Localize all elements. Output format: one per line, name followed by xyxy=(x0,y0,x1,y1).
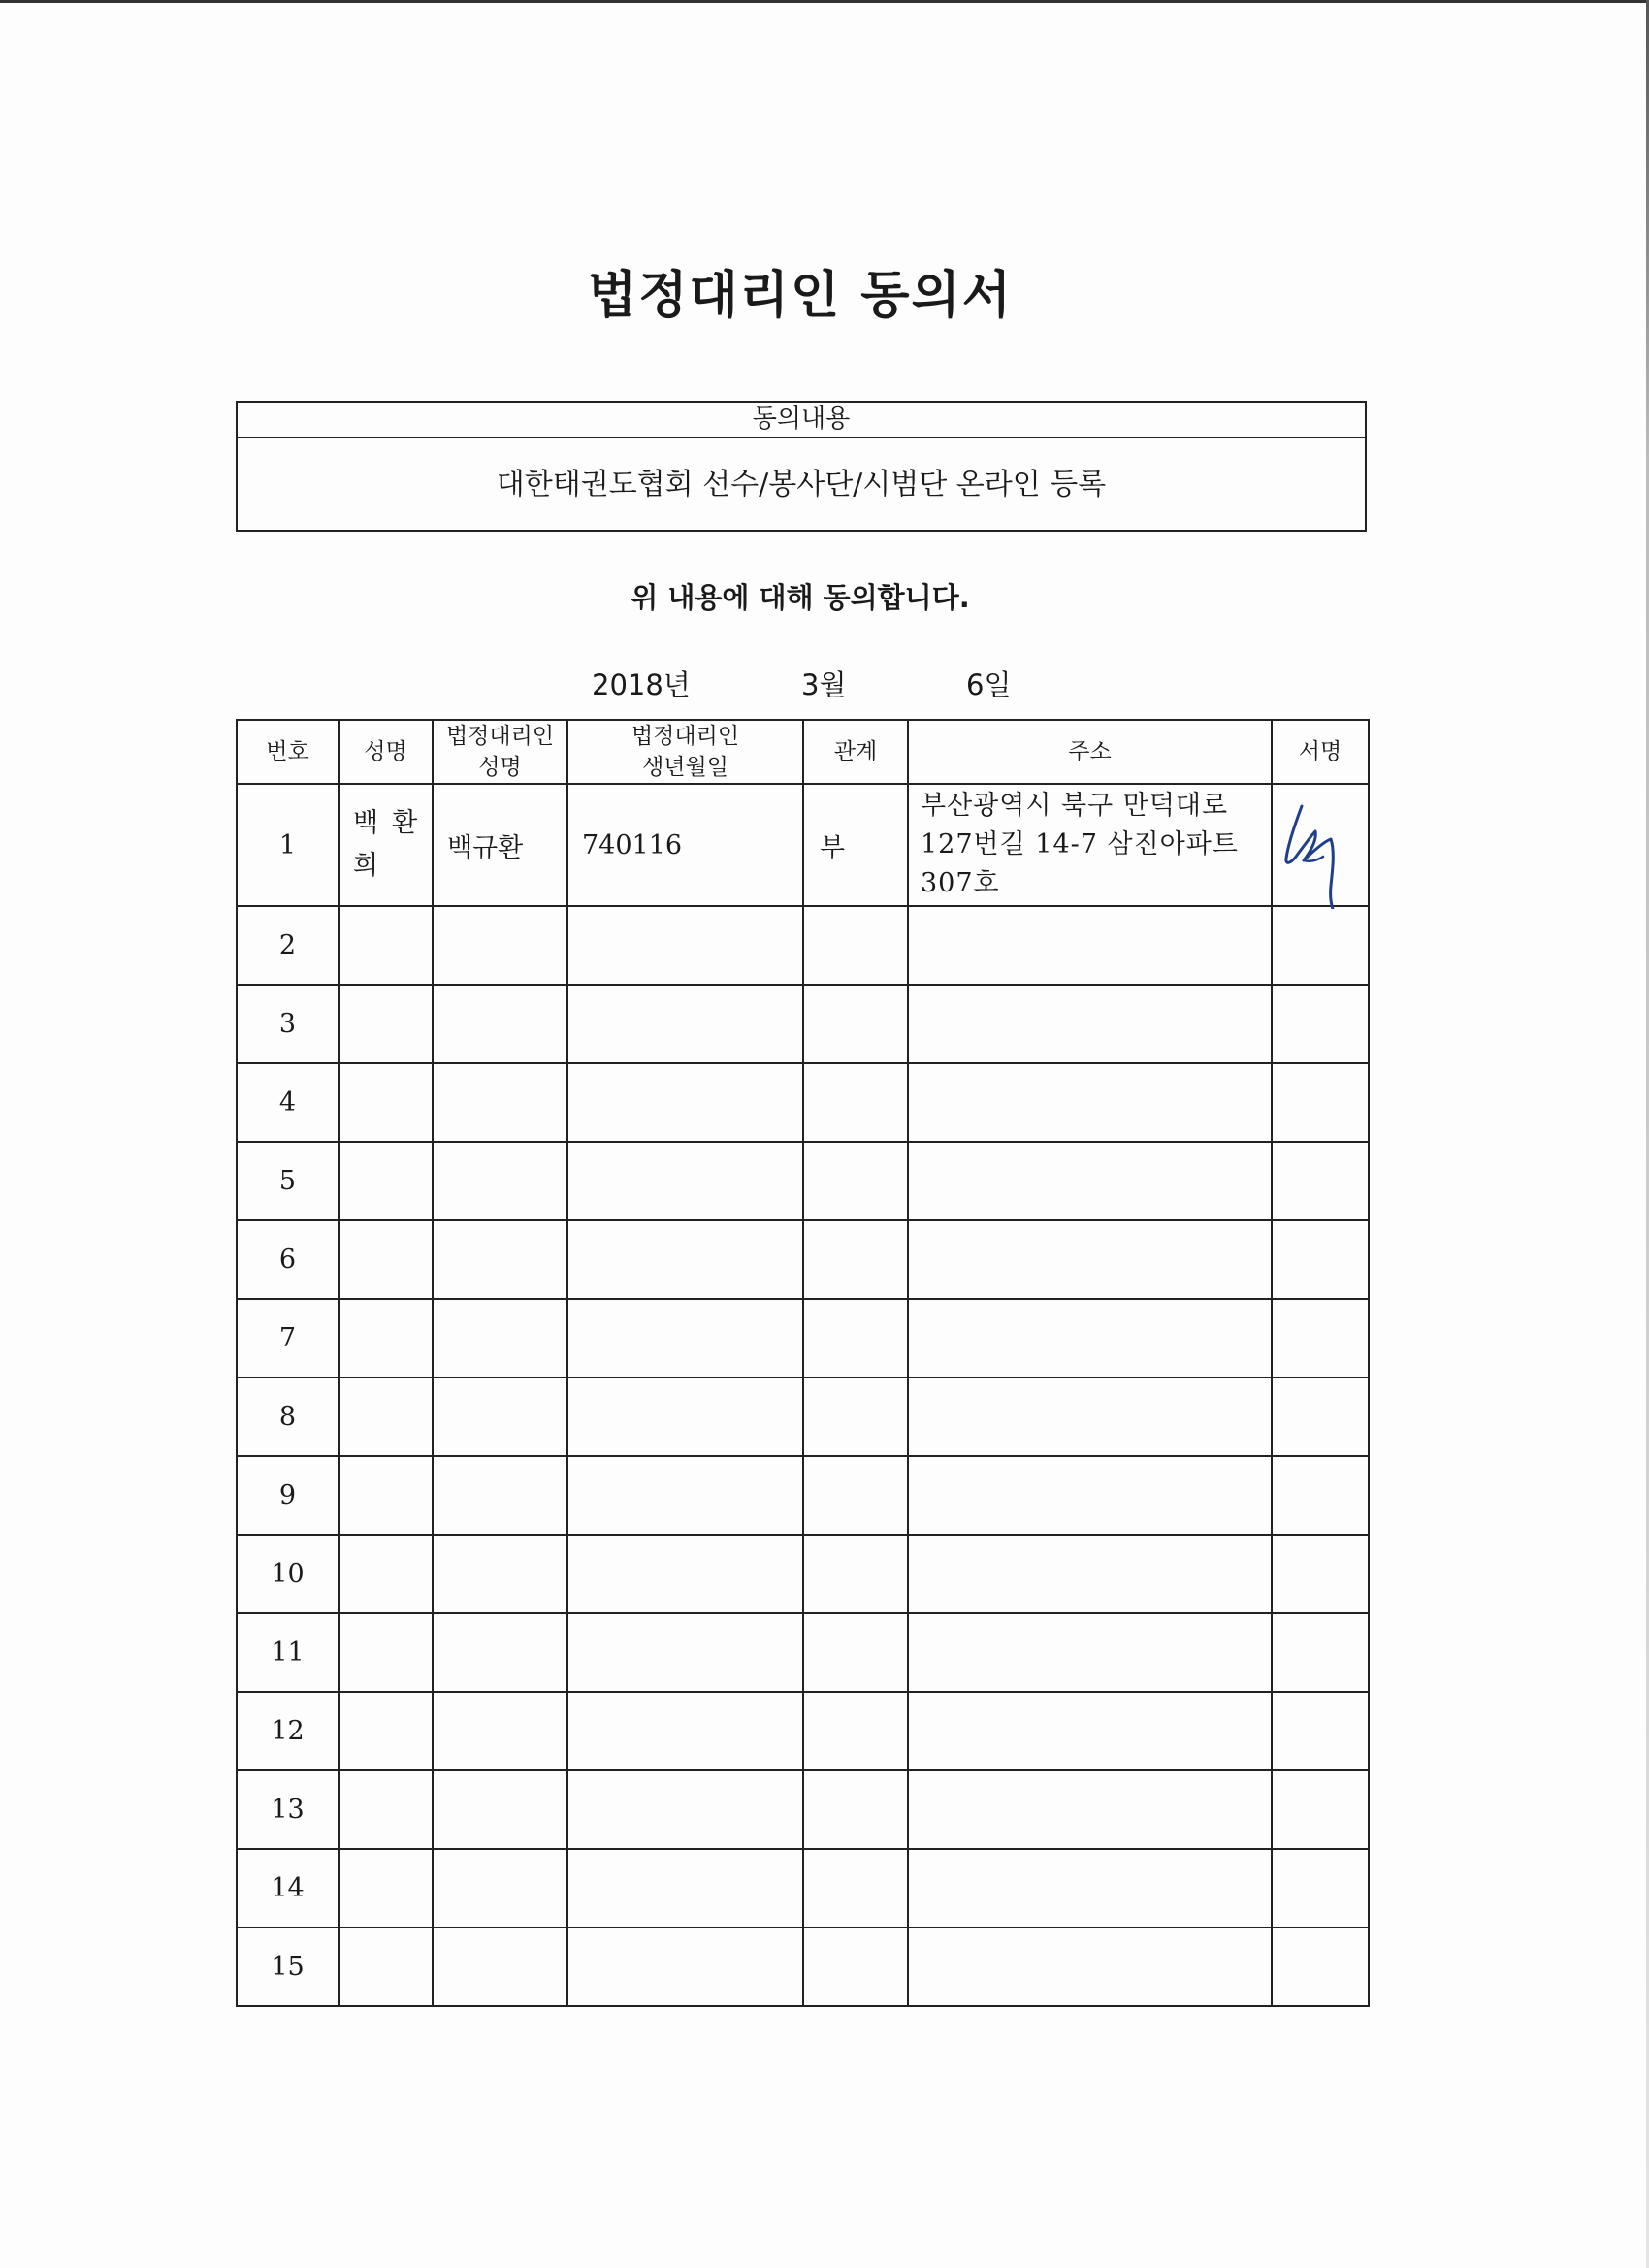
row-signature xyxy=(1272,1220,1369,1299)
row-name xyxy=(339,1849,433,1928)
row-address xyxy=(908,1928,1272,2006)
row-name xyxy=(339,1299,433,1377)
row-relation xyxy=(803,985,908,1063)
registration-table xyxy=(236,719,1370,2007)
row-guardian-birth xyxy=(567,1142,803,1220)
row-number: 2 xyxy=(237,906,339,985)
row-relation xyxy=(803,1220,908,1299)
row-signature xyxy=(1272,1535,1369,1613)
header-guardian-name-line1: 법정대리인 xyxy=(445,724,555,749)
address-line3: 307호 xyxy=(921,868,1000,898)
address-line1: 부산광역시 북구 만덕대로 xyxy=(921,791,1229,821)
row-address xyxy=(908,1063,1272,1142)
row-address xyxy=(908,906,1272,985)
row-guardian-birth xyxy=(567,1770,803,1849)
row-relation xyxy=(803,1770,908,1849)
row-name xyxy=(339,985,433,1063)
table-row xyxy=(237,1613,1369,1692)
row-number: 9 xyxy=(237,1456,339,1535)
date-day: 6일 xyxy=(966,668,1012,701)
table-row xyxy=(237,1692,1369,1770)
row-relation xyxy=(803,1456,908,1535)
address-line2: 127번길 14-7 삼진아파트 xyxy=(921,829,1239,859)
table-row xyxy=(237,1770,1369,1849)
row-address xyxy=(908,784,1272,906)
row-number: 5 xyxy=(237,1142,339,1220)
row-name xyxy=(339,1928,433,2006)
row-guardian-birth xyxy=(567,1220,803,1299)
header-name: 성명 xyxy=(339,720,433,784)
header-guardian-name-line2: 성명 xyxy=(478,755,522,780)
row-guardian-birth xyxy=(567,1063,803,1142)
table-row xyxy=(237,1535,1369,1613)
row-relation xyxy=(803,906,908,985)
row-guardian-birth xyxy=(567,985,803,1063)
row-guardian-name xyxy=(433,1063,567,1142)
row-relation xyxy=(803,1063,908,1142)
table-header-row xyxy=(237,720,1369,784)
table-row xyxy=(237,784,1369,906)
row-guardian-name xyxy=(433,1692,567,1770)
row-relation xyxy=(803,1142,908,1220)
row-guardian-birth xyxy=(567,1456,803,1535)
row-signature xyxy=(1272,1142,1369,1220)
row-guardian-name xyxy=(433,1456,567,1535)
row-relation xyxy=(803,1928,908,2006)
header-number: 번호 xyxy=(237,720,339,784)
row-address xyxy=(908,1849,1272,1928)
row-address xyxy=(908,1142,1272,1220)
row-relation xyxy=(803,1377,908,1456)
row-signature xyxy=(1272,1456,1369,1535)
row-name xyxy=(339,1535,433,1613)
table-row xyxy=(237,1456,1369,1535)
row-number: 14 xyxy=(237,1849,339,1928)
consent-content: 대한태권도협회 선수/봉사단/시범단 온라인 등록 xyxy=(496,468,1107,502)
row-guardian-name xyxy=(433,1142,567,1220)
table-row xyxy=(237,906,1369,985)
row-guardian-name xyxy=(433,1770,567,1849)
date-month: 3월 xyxy=(801,668,847,701)
table-row xyxy=(237,1299,1369,1377)
row-guardian-birth xyxy=(567,906,803,985)
header-guardian-birth-line2: 생년월일 xyxy=(642,755,728,780)
consent-box xyxy=(236,401,1367,532)
row-number: 15 xyxy=(237,1928,339,2006)
page-title: 법정대리인 동의서 xyxy=(588,267,1013,325)
row-address xyxy=(908,1692,1272,1770)
row-guardian-birth xyxy=(567,1535,803,1613)
row-guardian-name xyxy=(433,1377,567,1456)
table-row xyxy=(237,1220,1369,1299)
row-name xyxy=(339,1377,433,1456)
table-row xyxy=(237,1849,1369,1928)
row-guardian-name xyxy=(433,1928,567,2006)
row-guardian-birth xyxy=(567,1299,803,1377)
row-signature xyxy=(1272,1928,1369,2006)
row-name xyxy=(339,1220,433,1299)
row-name xyxy=(339,906,433,985)
row-name xyxy=(339,1692,433,1770)
row-signature xyxy=(1272,1770,1369,1849)
row-number: 11 xyxy=(237,1613,339,1692)
row-guardian-birth: 740116 xyxy=(567,784,803,906)
row-guardian-name xyxy=(433,906,567,985)
table-row xyxy=(237,1377,1369,1456)
row-relation: 부 xyxy=(803,784,908,906)
row-signature xyxy=(1272,1377,1369,1456)
row-guardian-name xyxy=(433,1849,567,1928)
row-address xyxy=(908,1299,1272,1377)
consent-header: 동의내용 xyxy=(238,403,1365,438)
row-guardian-name xyxy=(433,1299,567,1377)
row-address xyxy=(908,1535,1272,1613)
row-number: 4 xyxy=(237,1063,339,1142)
row-number: 7 xyxy=(237,1299,339,1377)
header-signature: 서명 xyxy=(1272,720,1369,784)
row-signature xyxy=(1272,1692,1369,1770)
date-year: 2018년 xyxy=(592,668,691,701)
row-name xyxy=(339,784,433,906)
header-guardian-birth-line1: 법정대리인 xyxy=(630,724,740,749)
row-address xyxy=(908,1456,1272,1535)
row-address xyxy=(908,985,1272,1063)
row-name xyxy=(339,1456,433,1535)
row-guardian-birth xyxy=(567,1849,803,1928)
row-name xyxy=(339,1613,433,1692)
row-number: 6 xyxy=(237,1220,339,1299)
row-signature xyxy=(1272,1063,1369,1142)
row-number: 3 xyxy=(237,985,339,1063)
table-row xyxy=(237,1063,1369,1142)
row-number: 13 xyxy=(237,1770,339,1849)
row-guardian-birth xyxy=(567,1613,803,1692)
row-number: 1 xyxy=(237,784,339,906)
header-guardian-birth xyxy=(567,720,803,784)
scan-edge xyxy=(0,0,1649,3)
row-number: 8 xyxy=(237,1377,339,1456)
handwritten-signature-icon xyxy=(1275,793,1362,909)
row-name-line2: 희 xyxy=(353,851,393,881)
row-guardian-name: 백규환 xyxy=(433,784,567,906)
row-signature xyxy=(1272,1849,1369,1928)
row-guardian-name xyxy=(433,985,567,1063)
row-name xyxy=(339,1142,433,1220)
row-address xyxy=(908,1377,1272,1456)
row-guardian-birth xyxy=(567,1377,803,1456)
row-guardian-name xyxy=(433,1220,567,1299)
agreement-statement: 위 내용에 대해 동의합니다. xyxy=(630,581,970,614)
row-relation xyxy=(803,1692,908,1770)
row-address xyxy=(908,1220,1272,1299)
row-number: 10 xyxy=(237,1535,339,1613)
row-guardian-name xyxy=(433,1535,567,1613)
row-address xyxy=(908,1770,1272,1849)
row-name xyxy=(339,1063,433,1142)
row-signature xyxy=(1272,985,1369,1063)
row-signature xyxy=(1272,906,1369,985)
row-relation xyxy=(803,1535,908,1613)
header-guardian-name xyxy=(433,720,567,784)
table-row xyxy=(237,985,1369,1063)
header-relation: 관계 xyxy=(803,720,908,784)
header-address: 주소 xyxy=(908,720,1272,784)
row-relation xyxy=(803,1849,908,1928)
row-relation xyxy=(803,1299,908,1377)
row-address xyxy=(908,1613,1272,1692)
row-guardian-birth xyxy=(567,1928,803,2006)
table-row xyxy=(237,1142,1369,1220)
row-number: 12 xyxy=(237,1692,339,1770)
row-name xyxy=(339,1770,433,1849)
row-guardian-name xyxy=(433,1613,567,1692)
table-row xyxy=(237,1928,1369,2006)
row-signature xyxy=(1272,1299,1369,1377)
row-signature xyxy=(1272,784,1369,906)
row-signature xyxy=(1272,1613,1369,1692)
row-name-line1: 백환 xyxy=(353,808,432,838)
row-guardian-birth xyxy=(567,1692,803,1770)
row-relation xyxy=(803,1613,908,1692)
